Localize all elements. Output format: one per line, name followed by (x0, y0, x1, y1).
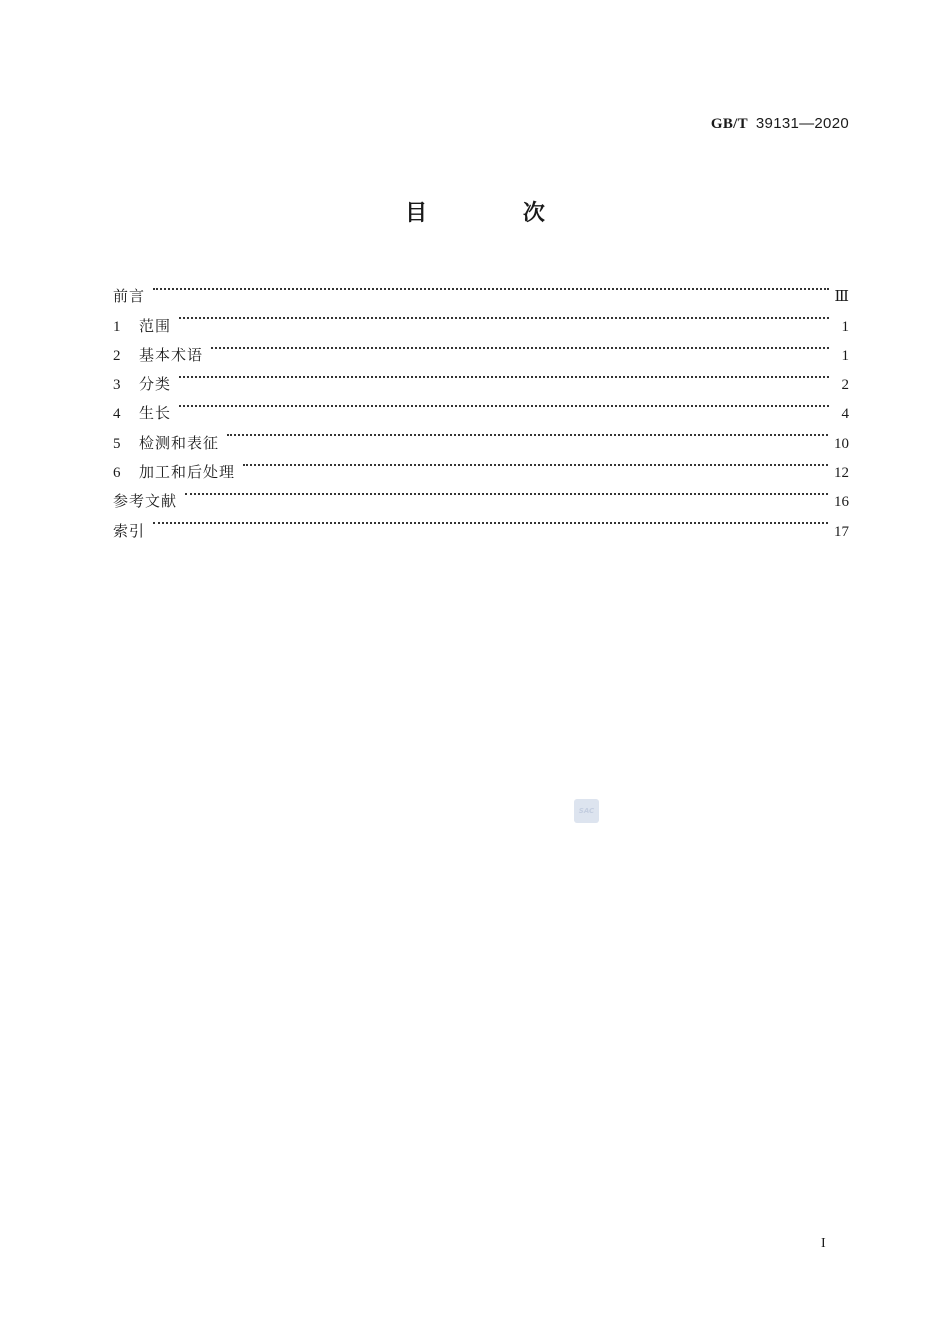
toc-row-references[interactable] (113, 477, 849, 511)
toc-row-detection[interactable] (113, 418, 849, 452)
page-title: 目 次 (405, 201, 589, 226)
toc-row-classification[interactable] (113, 360, 849, 394)
toc-page-number: 4 (841, 406, 849, 423)
toc-label: 分类 (139, 375, 172, 394)
toc-page-number: 1 (841, 318, 849, 335)
toc-section-number: 6 (113, 465, 121, 482)
dot-leader (225, 418, 834, 447)
standard-number: 39131—2020 (755, 115, 849, 132)
toc-page-number: 2 (841, 377, 849, 394)
toc-label: 参考文献 (113, 492, 178, 511)
toc-row-growth[interactable] (113, 389, 849, 423)
toc-page-number: 12 (834, 465, 849, 482)
dot-leader (151, 506, 834, 535)
toc-row-index[interactable] (113, 506, 849, 540)
dot-leader (183, 477, 834, 506)
toc-page-number: 16 (834, 494, 849, 511)
dot-leader (241, 448, 834, 477)
toc-section-number: 4 (113, 406, 121, 423)
toc-row-foreword[interactable] (113, 272, 849, 306)
toc-section-number: 3 (113, 377, 121, 394)
dot-leader (177, 360, 835, 389)
toc-section-number: 1 (113, 318, 121, 335)
toc-page-number: 17 (834, 523, 849, 540)
toc-label: 基本术语 (139, 345, 204, 364)
toc-label: 生长 (139, 404, 172, 423)
dot-leader (177, 389, 835, 418)
toc-page-number: 1 (841, 347, 849, 364)
dot-leader (151, 272, 835, 301)
toc-section-number: 2 (113, 347, 121, 364)
dot-leader (209, 331, 835, 360)
toc-label: 索引 (113, 521, 146, 540)
toc-row-basic-terms[interactable] (113, 331, 849, 364)
page-number: I (821, 1236, 826, 1251)
standard-code (711, 114, 849, 133)
dot-leader (177, 301, 835, 330)
watermark-text: SAC (578, 807, 595, 815)
sac-watermark-logo (574, 799, 599, 823)
toc-row-scope[interactable] (113, 301, 849, 335)
toc-section-number: 5 (113, 435, 121, 452)
standard-prefix: GB/T (710, 116, 748, 132)
toc-label: 范围 (139, 316, 172, 335)
table-of-contents (113, 272, 849, 540)
toc-page-number: Ⅲ (834, 289, 849, 306)
toc-label: 检测和表征 (139, 433, 220, 452)
toc-page-number: 10 (834, 435, 849, 452)
toc-label: 前言 (113, 287, 146, 306)
toc-label: 加工和后处理 (139, 463, 236, 482)
